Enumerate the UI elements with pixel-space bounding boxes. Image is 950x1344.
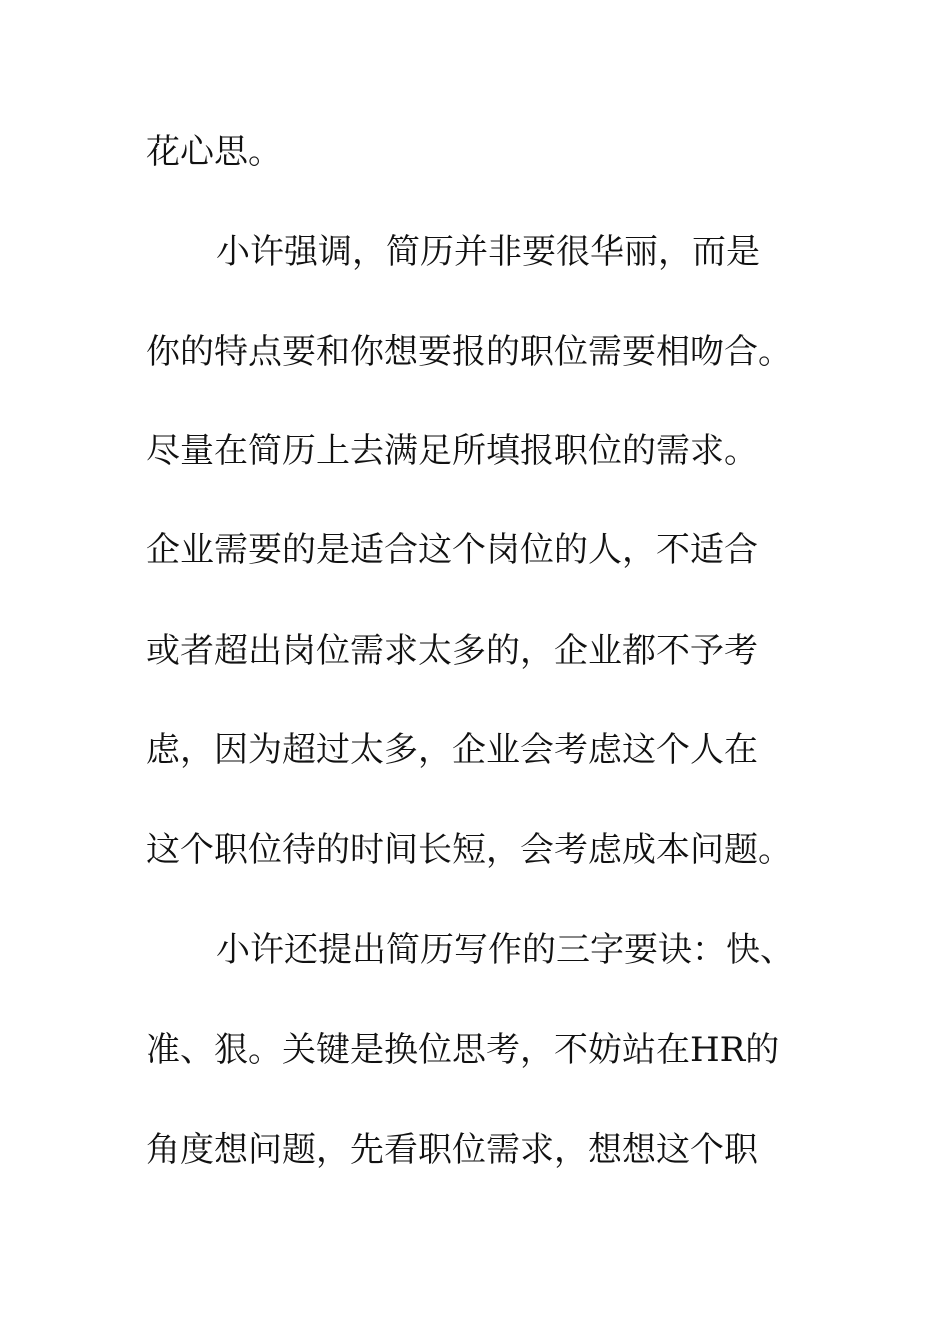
- paragraph-2-line-7: 这个职位待的时间长短，会考虑成本问题。: [146, 830, 792, 870]
- paragraph-2-line-5: 或者超出岗位需求太多的，企业都不予考: [146, 631, 758, 671]
- paragraph-3-line-2: 准、狠。关键是换位思考，不妨站在HR的: [146, 1030, 780, 1070]
- paragraph-2-line-1: 小许强调，简历并非要很华丽，而是: [216, 232, 760, 272]
- paragraph-2-line-2: 你的特点要和你想要报的职位需要相吻合。: [146, 332, 792, 372]
- paragraph-3-line-3: 角度想问题，先看职位需求，想想这个职: [146, 1130, 758, 1170]
- paragraph-2-line-6: 虑，因为超过太多，企业会考虑这个人在: [146, 730, 758, 770]
- paragraph-2-line-3: 尽量在简历上去满足所填报职位的需求。: [146, 431, 758, 471]
- paragraph-3-line-1: 小许还提出简历写作的三字要诀：快、: [216, 930, 794, 970]
- text-line-1: 花心思。: [146, 132, 282, 172]
- paragraph-2-line-4: 企业需要的是适合这个岗位的人，不适合: [146, 530, 758, 570]
